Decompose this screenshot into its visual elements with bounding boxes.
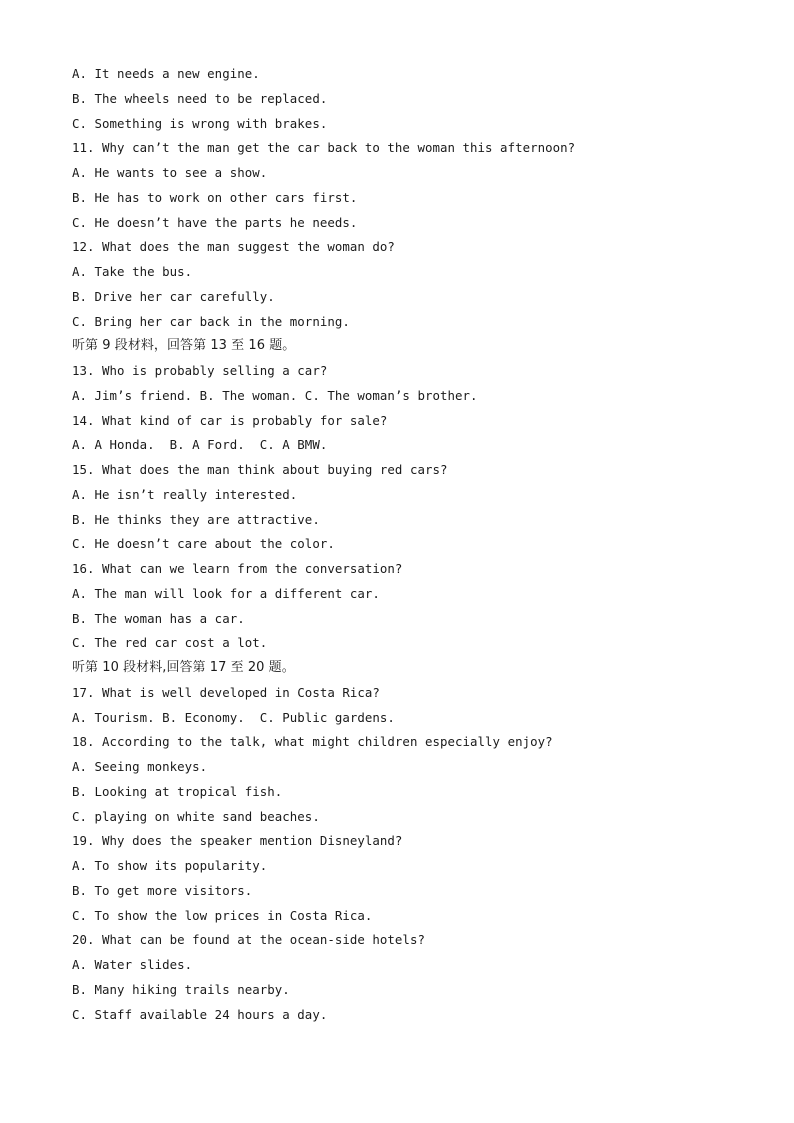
question-text: 17. What is well developed in Costa Rica?: [72, 684, 380, 700]
question-text: 14. What kind of car is probably for sale?: [72, 412, 388, 428]
answer-option: C. He doesn’t care about the color.: [72, 536, 335, 552]
section-heading: 听第 10 段材料,回答第 17 至 20 题。: [72, 660, 295, 675]
answer-option: C. He doesn’t have the parts he needs.: [72, 214, 358, 230]
question-text: 12. What does the man suggest the woman do?: [72, 239, 395, 255]
question-text: 20. What can be found at the ocean-side hotels?: [72, 932, 425, 948]
answer-option: A. Take the bus.: [72, 264, 193, 279]
answer-option: C. playing on white sand beaches.: [72, 808, 320, 824]
section-heading: 听第 9 段材料，回答第 13 至 16 题。: [72, 338, 296, 354]
answer-option: B. The wheels need to be replaced.: [72, 90, 328, 106]
answer-option: B. He thinks they are attractive.: [72, 511, 320, 527]
answer-option: A. Tourism. B. Economy. C. Public gardens.: [72, 709, 395, 725]
answer-option: B. Drive her car carefully.: [72, 288, 275, 304]
answer-option: C. To show the low prices in Costa Rica.: [72, 907, 373, 923]
question-text: 16. What can we learn from the conversation?: [72, 561, 403, 576]
question-text: 11. Why can’t the man get the car back to the woman this afternoon?: [72, 140, 576, 156]
answer-option: B. To get more visitors.: [72, 882, 253, 898]
answer-option: A. It needs a new engine.: [72, 66, 260, 81]
answer-option: C. The red car cost a lot.: [72, 635, 268, 651]
answer-option: B. Looking at tropical fish.: [72, 783, 283, 799]
question-text: 13. Who is probably selling a car?: [72, 363, 328, 378]
answer-option: A. To show its popularity.: [72, 858, 268, 873]
answer-option: A. He wants to see a show.: [72, 165, 268, 180]
question-text: 19. Why does the speaker mention Disneyland?: [72, 833, 403, 849]
answer-option: C. Bring her car back in the morning.: [72, 313, 350, 329]
answer-option: B. He has to work on other cars first.: [72, 189, 358, 205]
answer-option: A. Water slides.: [72, 957, 193, 972]
answer-option: A. Seeing monkeys.: [72, 759, 208, 774]
answer-option: A. Jim’s friend. B. The woman. C. The woman’s brother.: [72, 387, 478, 403]
answer-option: A. A Honda. B. A Ford. C. A BMW.: [72, 437, 328, 453]
question-text: 18. According to the talk, what might children especially enjoy?: [72, 734, 553, 750]
question-list: [72, 62, 752, 1027]
answer-option: C. Staff available 24 hours a day.: [72, 1006, 328, 1022]
answer-option: C. Something is wrong with brakes.: [72, 115, 328, 131]
answer-option: A. The man will look for a different car.: [72, 585, 380, 601]
answer-option: A. He isn’t really interested.: [72, 486, 298, 502]
answer-option: B. Many hiking trails nearby.: [72, 981, 290, 997]
answer-option: B. The woman has a car.: [72, 610, 245, 626]
question-text: 15. What does the man think about buying red cars?: [72, 462, 448, 477]
